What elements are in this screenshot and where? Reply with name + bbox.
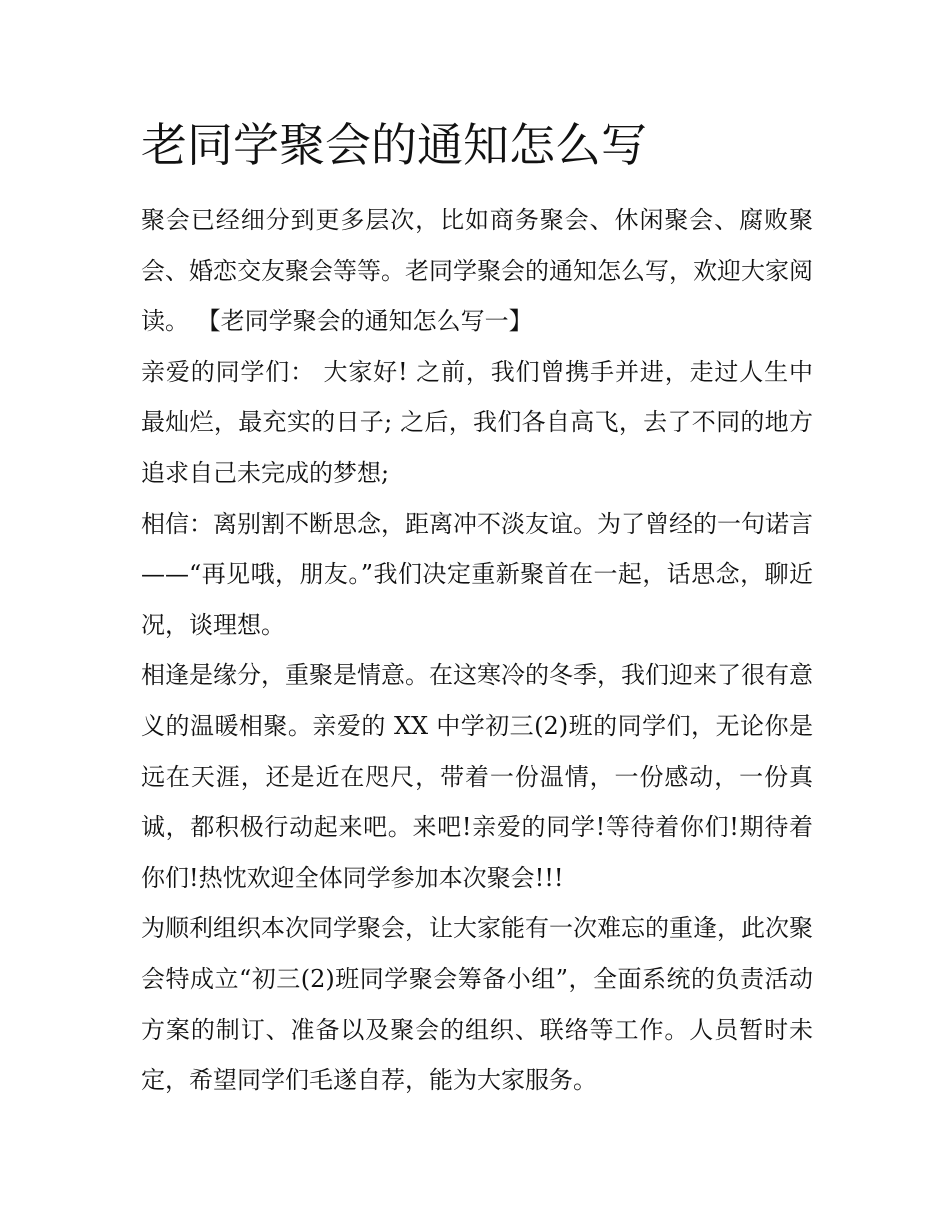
paragraph-intro: 聚会已经细分到更多层次，比如商务聚会、休闲聚会、腐败聚会、婚恋交友聚会等等。老同学聚会的通知怎么写，欢迎大家阅读。 【老同学聚会的通知怎么写一】 — [141, 206, 813, 336]
document-title: 老同学聚会的通知怎么写 — [141, 118, 647, 172]
paragraph-promise: 相信：离别割不断思念，距离冲不淡友谊。为了曾经的一句诺言——“再见哦，朋友。”我们决定重新聚首在一起，话思念，聊近况，谈理想。 — [141, 509, 813, 639]
paragraph-invitation: 相逢是缘分，重聚是情意。在这寒冷的冬季，我们迎来了很有意义的温暖相聚。亲爱的 XX 中学初三(2)班的同学们，无论你是远在天涯，还是近在咫尺，带着一份温情，一份感动，一份真诚，都积极行动起来吧。来吧!亲爱的同学!等待着你们!期待着你们!热忱欢迎全体同学参加本次聚会!!! — [141, 661, 813, 892]
paragraph-organizing-committee: 为顺利组织本次同学聚会，让大家能有一次难忘的重逢，此次聚会特成立“初三(2)班同学聚会筹备小组”，全面系统的负责活动方案的制订、准备以及聚会的组织、联络等工作。人员暂时未定，希望同学们毛遂自荐，能为大家服务。 — [141, 914, 813, 1095]
paragraph-greeting: 亲爱的同学们： 大家好! 之前，我们曾携手并进，走过人生中最灿烂，最充实的日子; 之后，我们各自高飞，去了不同的地方追求自己未完成的梦想; — [141, 357, 813, 487]
document-content — [141, 108, 813, 1106]
